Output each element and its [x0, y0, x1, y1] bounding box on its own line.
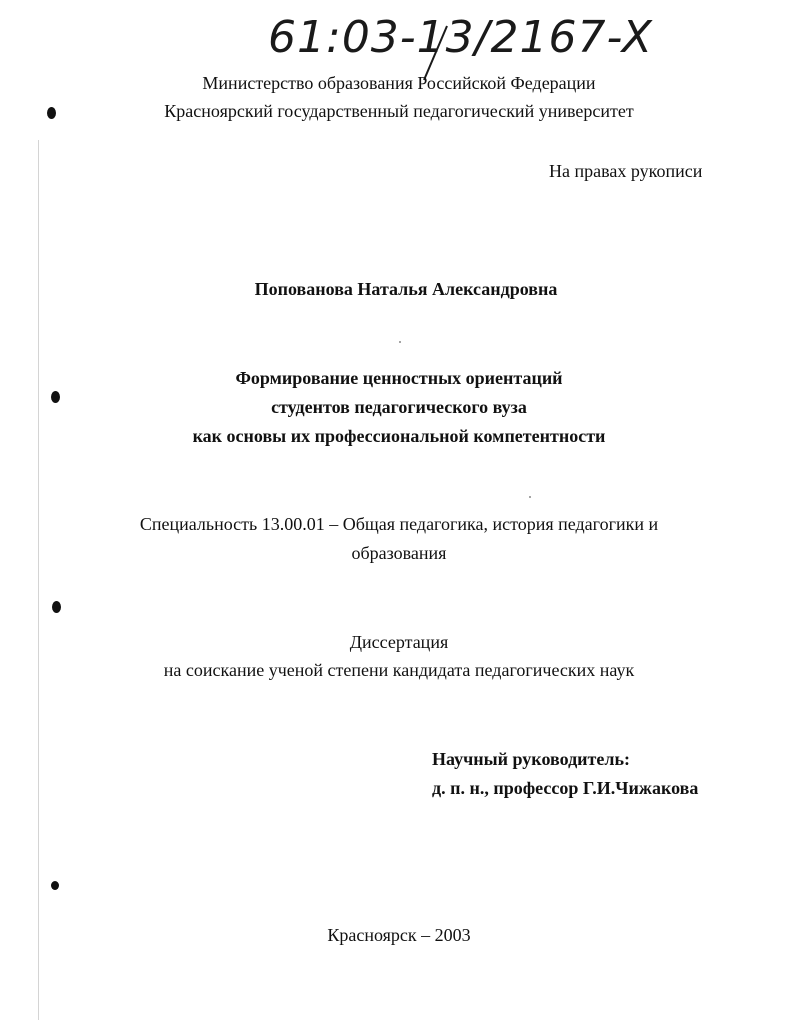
binding-hole-3 [52, 601, 61, 613]
ministry-line: Министерство образования Российской Федерации [202, 73, 596, 93]
scan-speck [399, 341, 401, 343]
advisor-name: д. п. н., профессор Г.И.Чижакова [432, 778, 699, 798]
university-line: Красноярский государственный педагогический университет [164, 101, 634, 121]
handwritten-code-text: 61:03-13/2167-X [268, 12, 653, 63]
specialty-line-1: Специальность 13.00.01 – Общая педагогика, история педагогики и [139, 514, 659, 534]
scan-speck [529, 496, 531, 498]
specialty-line-2: образования [351, 543, 447, 563]
place-year: Красноярск – 2003 [327, 925, 471, 945]
advisor-label: Научный руководитель: [432, 749, 630, 769]
author-name: Попованова Наталья Александровна [254, 279, 558, 299]
title-line-3: как основы их профессиональной компетентности [192, 426, 606, 446]
degree-line: на соискание ученой степени кандидата педагогических наук [163, 660, 635, 680]
scan-edge-line [38, 140, 39, 1020]
handwritten-archive-code [262, 6, 653, 82]
title-line-1: Формирование ценностных ориентаций [235, 368, 563, 388]
binding-hole-4 [51, 881, 59, 890]
manuscript-rights-note: На правах рукописи [549, 161, 703, 181]
title-line-2: студентов педагогического вуза [271, 397, 527, 417]
dissertation-label: Диссертация [349, 632, 449, 652]
